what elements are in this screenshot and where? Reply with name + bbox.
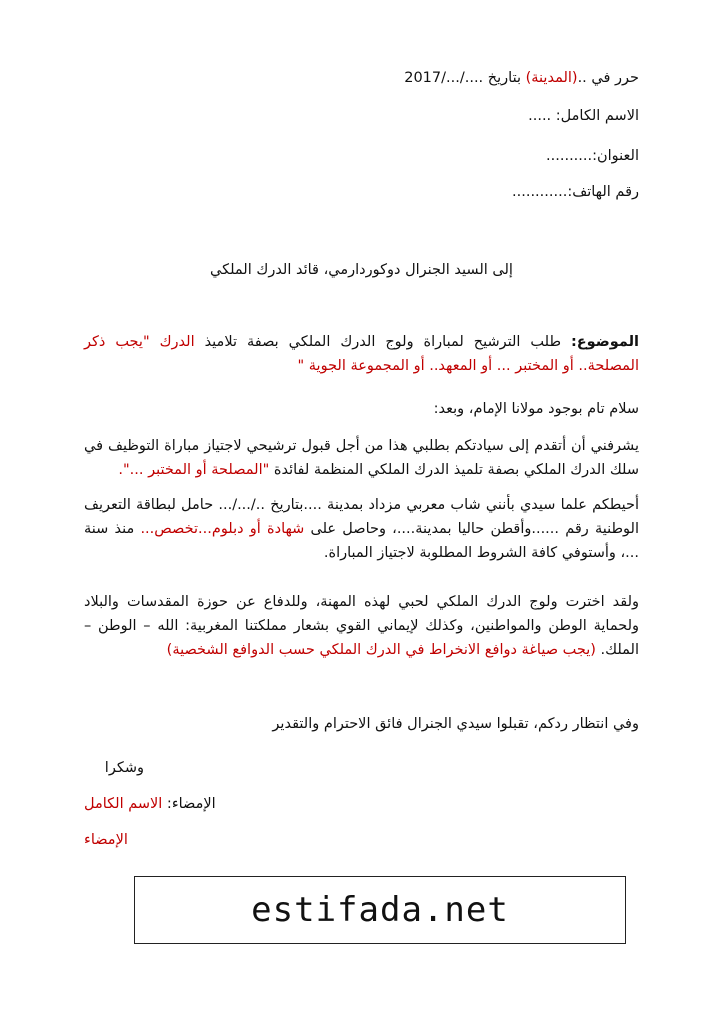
subject-paragraph [84, 330, 639, 378]
greeting-line: سلام تام بوجود مولانا الإمام، وبعد: [433, 401, 639, 417]
sender-address: العنوان:.......... [546, 148, 639, 164]
paragraph-2-text-1: أحيطكم علما سيدي بأنني شاب معربي مزداد بمدينة ....بتاريخ ../.../... حامل لبطاقة التعريف الوطنية رقم ......وأقطن حاليا بمدينة....، وحاصل على [84, 497, 639, 537]
written-prefix: حرر في .. [577, 70, 639, 86]
paragraph-1-text: يشرفني أن أتقدم إلى سيادتكم بطلبي هذا من أجل قبول ترشيحي لاجتياز مباراة التوظيف في سلك الدرك الملكي بصفة تلميذ الدرك الملكي المنظمة لفائدة [84, 438, 639, 478]
watermark-box [134, 876, 626, 944]
subject-red-1: الدرك "يجب ذكر [84, 334, 195, 350]
signature-name: الاسم الكامل [84, 796, 163, 812]
signature-sign: الإمضاء [84, 832, 128, 848]
closing-line: وفي انتظار ردكم، تقبلوا سيدي الجنرال فائق الاحترام والتقدير [272, 716, 639, 732]
signature-line [84, 792, 216, 816]
paragraph-1-red: "المصلحة أو المختبر ...". [118, 462, 270, 478]
signature-label: الإمضاء: [162, 796, 216, 812]
paragraph-2 [84, 493, 639, 565]
paragraph-3-text: ولقد اخترت ولوج الدرك الملكي لحبي لهذه المهنة، وللدفاع عن حوزة المقدسات والبلاد ولحماية الوطن والمواطنين، وكذلك لإيماني القوي بشعار مملكتنا المغربية: الله – الوطن – الملك. [84, 594, 639, 658]
year-text: 2017/ [404, 70, 447, 86]
subject-red-2: المصلحة.. أو المختبر ... أو المعهد.. أو المجموعة الجوية " [297, 358, 639, 374]
sender-phone: رقم الهاتف:............ [512, 184, 639, 200]
header-date-line [84, 66, 639, 90]
paragraph-2-red: شهادة أو دبلوم...تخصص... [140, 521, 305, 537]
paragraph-3-red: (يجب صياغة دوافع الانخراط في الدرك الملكي حسب الدوافع الشخصية) [166, 642, 596, 658]
thanks-line [84, 756, 144, 780]
sender-full-name: الاسم الكامل: ..... [528, 108, 639, 124]
watermark-text: estifada.net [251, 890, 509, 930]
recipient-line: إلى السيد الجنرال دوكوردارمي، قائد الدرك الملكي [210, 262, 513, 278]
paragraph-1 [84, 434, 639, 482]
city-placeholder: (المدينة) [525, 70, 578, 86]
subject-label: الموضوع: [570, 334, 639, 350]
date-text: بتاريخ ..../... [446, 70, 526, 86]
thanks-text: وشكرا [104, 760, 144, 776]
paragraph-3 [84, 590, 639, 662]
subject-text: طلب الترشيح لمباراة ولوج الدرك الملكي بصفة تلاميذ [194, 334, 571, 350]
paragraph-2-text-2: منذ سنة ...، وأستوفي كافة الشروط المطلوبة لاجتياز المباراة. [84, 521, 639, 561]
